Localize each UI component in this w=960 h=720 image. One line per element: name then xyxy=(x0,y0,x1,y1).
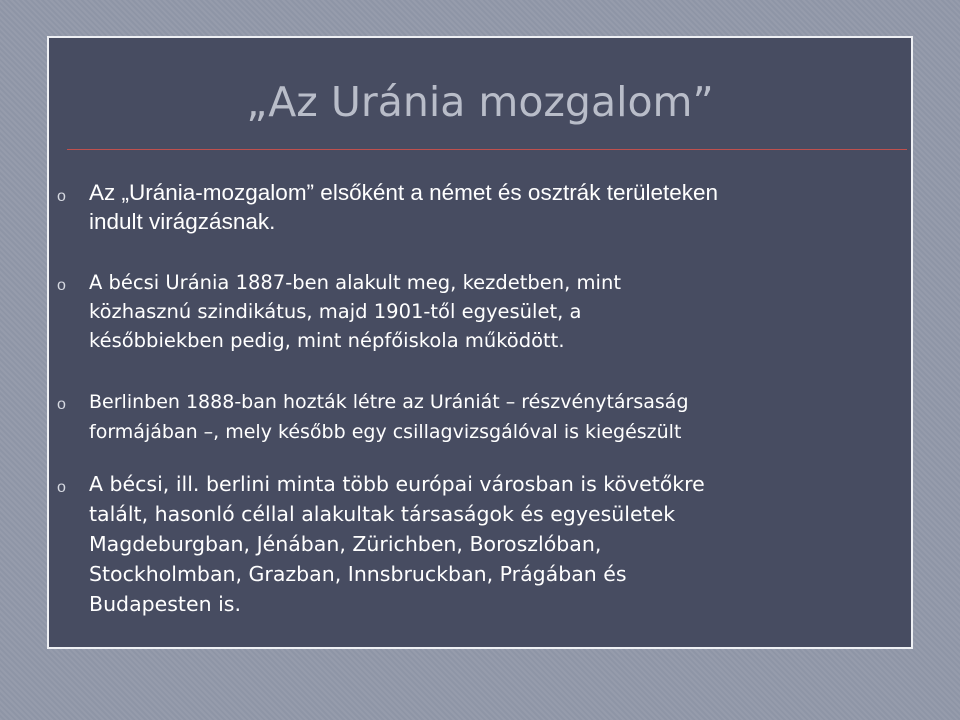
bullet-1-line-1: Az „Uránia-mozgalom” elsőként a német és osztrák területeken xyxy=(89,180,719,205)
bullet-item-3 xyxy=(57,387,889,447)
bullet-3-line-1: Berlinben 1888-ban hozták létre az Urániát – részvénytársaság xyxy=(89,391,689,413)
bullet-marker-icon: o xyxy=(57,277,66,294)
bullet-item-4 xyxy=(57,469,889,619)
bullet-4-line-1: A bécsi, ill. berlini minta több európai városban is követőkre xyxy=(89,472,705,496)
bullet-3-line-2: formájában –, mely később egy csillagvizsgálóval is kiegészült xyxy=(89,421,682,443)
bullet-marker-icon: o xyxy=(57,188,66,205)
bullet-marker-icon: o xyxy=(57,479,66,496)
slide-title: „Az Uránia mozgalom” xyxy=(246,78,714,126)
bullet-4-line-2: talált, hasonló céllal alakultak társaságok és egyesületek xyxy=(89,502,676,526)
title-underline xyxy=(67,149,907,150)
bullet-item-1 xyxy=(57,178,889,236)
bullet-4-line-4: Stockholmban, Grazban, Innsbruckban, Prágában és xyxy=(89,562,627,586)
bullet-2-line-3: későbbiekben pedig, mint népfőiskola működött. xyxy=(89,329,565,352)
bullet-4-line-3: Magdeburgban, Jénában, Zürichben, Boroszlóban, xyxy=(89,532,602,556)
bullet-2-line-1: A bécsi Uránia 1887-ben alakult meg, kezdetben, mint xyxy=(89,271,621,294)
bullet-item-2 xyxy=(57,268,889,355)
slide-frame xyxy=(47,36,913,649)
bullet-1-line-2: indult virágzásnak. xyxy=(89,209,276,234)
bullet-4-line-5: Budapesten is. xyxy=(89,592,241,616)
bullet-2-line-2: közhasznú szindikátus, majd 1901-től egyesület, a xyxy=(89,300,582,323)
bullet-marker-icon: o xyxy=(57,396,66,413)
